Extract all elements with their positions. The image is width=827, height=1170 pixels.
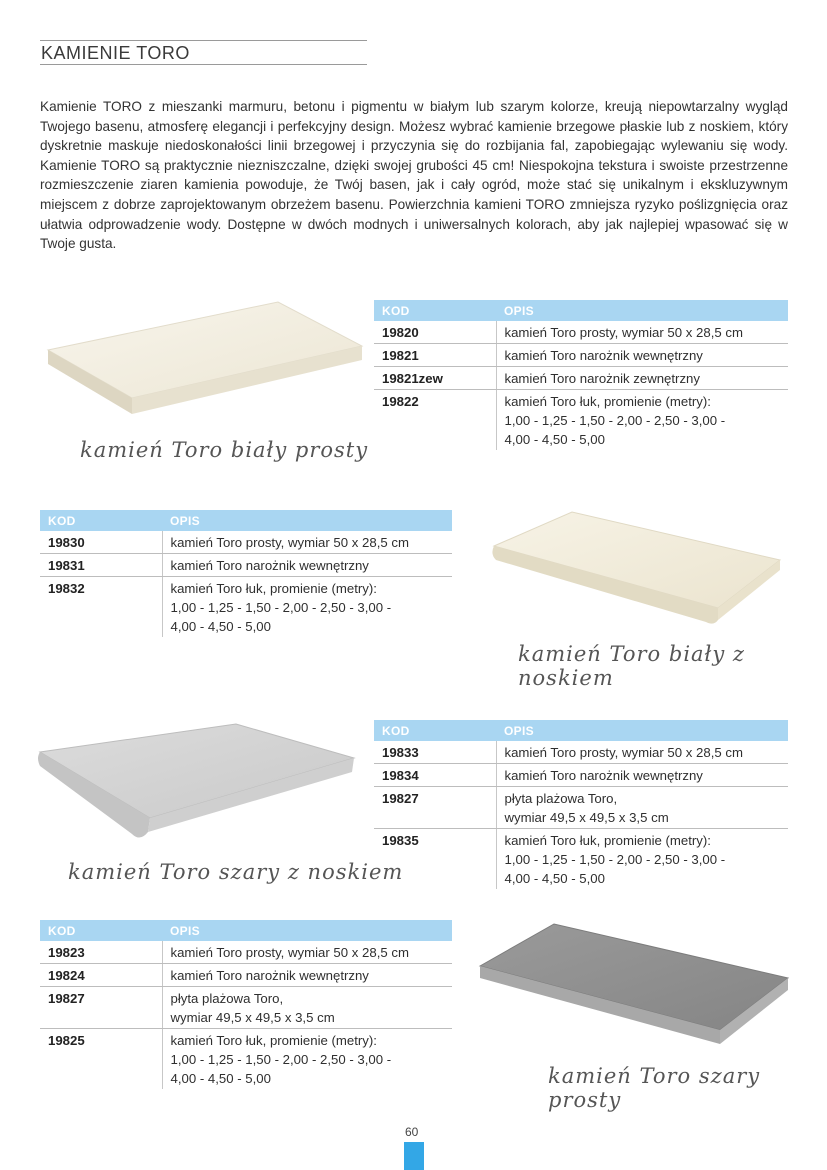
table-row [40,964,452,987]
opis-cell: kamień Toro prosty, wymiar 50 x 28,5 cm [162,531,452,554]
table-row [374,787,788,829]
kod-cell: 19825 [48,1033,85,1048]
stone-image-grey-straight [476,920,792,1052]
kod-cell: 19835 [382,833,419,848]
col-kod: KOD [374,720,496,741]
table-row [374,390,788,451]
caption-grey-straight: kamień Toro szary prosty [548,1064,761,1112]
table-grey-straight [40,920,452,1089]
kod-cell: 19820 [374,321,496,344]
col-opis: OPIS [162,510,452,531]
table-row [40,577,452,638]
table-row [374,321,788,344]
kod-cell: 19822 [382,394,419,409]
table-row [40,941,452,964]
opis-cell: kamień Toro prosty, wymiar 50 x 28,5 cm [162,941,452,964]
header-rule-bottom [40,64,367,65]
kod-cell: 19827 [374,787,496,829]
opis-cell: płyta plażowa Toro, wymiar 49,5 x 49,5 x 3,5 cm [162,987,452,1029]
opis-cell: kamień Toro narożnik wewnętrzny [162,554,452,577]
table-row [40,1029,452,1090]
table-row [374,764,788,787]
table-row [374,741,788,764]
kod-cell: 19830 [40,531,162,554]
page-title: KAMIENIE TORO [41,43,190,63]
page-marker-bar [404,1142,424,1170]
opis-cell: kamień Toro łuk, promienie (metry): 1,00 - 1,25 - 1,50 - 2,00 - 2,50 - 3,00 - 4,00 - 4,50 - 5,00 [496,829,788,890]
col-opis: OPIS [162,920,452,941]
col-kod: KOD [374,300,496,321]
table-white-nosing [40,510,452,637]
kod-cell: 19833 [374,741,496,764]
stone-image-white-nosing [488,508,788,628]
opis-cell: płyta plażowa Toro, wymiar 49,5 x 49,5 x 3,5 cm [496,787,788,829]
kod-cell: 19824 [40,964,162,987]
opis-cell: kamień Toro łuk, promienie (metry): 1,00 - 1,25 - 1,50 - 2,00 - 2,50 - 3,00 - 4,00 - 4,50 - 5,00 [162,1029,452,1090]
col-kod: KOD [40,510,162,531]
col-opis: OPIS [496,300,788,321]
opis-cell: kamień Toro narożnik wewnętrzny [162,964,452,987]
table-row [374,829,788,890]
table-white-straight [374,300,788,450]
table-row [374,344,788,367]
caption-white-nosing: kamień Toro biały z noskiem [518,642,745,690]
kod-cell: 19823 [40,941,162,964]
intro-paragraph: Kamienie TORO z mieszanki marmuru, betonu i pigmentu w białym lub szarym kolorze, kreują niepowtarzalny wygląd Twojego basenu, atmosferę elegancji i perfekcyjny design. Możesz wybrać kamienie brzegowe płaskie lub z noskiem, który dyskretnie maskuje niedoskonałości linii brzegowej i przyczynia się do rozbijania fal, zapobiegając wylewaniu się wody. Kamienie TORO są praktycznie niezniszczalne, dzięki swojej grubości 45 cm! Niespokojna tekstura i swoiste przestrzenne rozmieszczenie ziaren kamienia powoduje, że Twój basen, jak i cały ogród, może stać się unikalnym i ekskluzywnym miejscem z dobrze zaprojektowanym obrzeżem basenu. Powierzchnia kamieni TORO zmniejsza ryzyko poślizgnięcia oraz ułatwia odprowadzenie wody. Dostępne w dwóch modnych i uniwersalnych kolorach, aby jak najlepiej wpasować się w Twoje gusta. [40,99,788,252]
caption-white-straight: kamień Toro biały prosty [80,438,369,462]
opis-cell: kamień Toro narożnik zewnętrzny [496,367,788,390]
opis-cell: kamień Toro prosty, wymiar 50 x 28,5 cm [496,321,788,344]
caption-grey-nosing: kamień Toro szary z noskiem [68,860,404,884]
table-row [40,554,452,577]
opis-cell: kamień Toro narożnik wewnętrzny [496,344,788,367]
kod-cell: 19832 [48,581,85,596]
opis-cell: kamień Toro łuk, promienie (metry): 1,00 - 1,25 - 1,50 - 2,00 - 2,50 - 3,00 - 4,00 - 4,50 - 5,00 [496,390,788,451]
page-number: 60 [405,1125,419,1139]
stone-image-white-straight [40,298,370,430]
header-rule-top [40,40,367,41]
kod-cell: 19821zew [374,367,496,390]
opis-cell: kamień Toro prosty, wymiar 50 x 28,5 cm [496,741,788,764]
kod-cell: 19827 [40,987,162,1029]
stone-image-grey-nosing [36,722,358,852]
opis-cell: kamień Toro łuk, promienie (metry): 1,00 - 1,25 - 1,50 - 2,00 - 2,50 - 3,00 - 4,00 - 4,50 - 5,00 [162,577,452,638]
col-kod: KOD [40,920,162,941]
table-row [40,531,452,554]
col-opis: OPIS [496,720,788,741]
kod-cell: 19831 [40,554,162,577]
opis-cell: kamień Toro narożnik wewnętrzny [496,764,788,787]
kod-cell: 19834 [374,764,496,787]
table-row [374,367,788,390]
kod-cell: 19821 [374,344,496,367]
table-row [40,987,452,1029]
table-grey-nosing [374,720,788,889]
